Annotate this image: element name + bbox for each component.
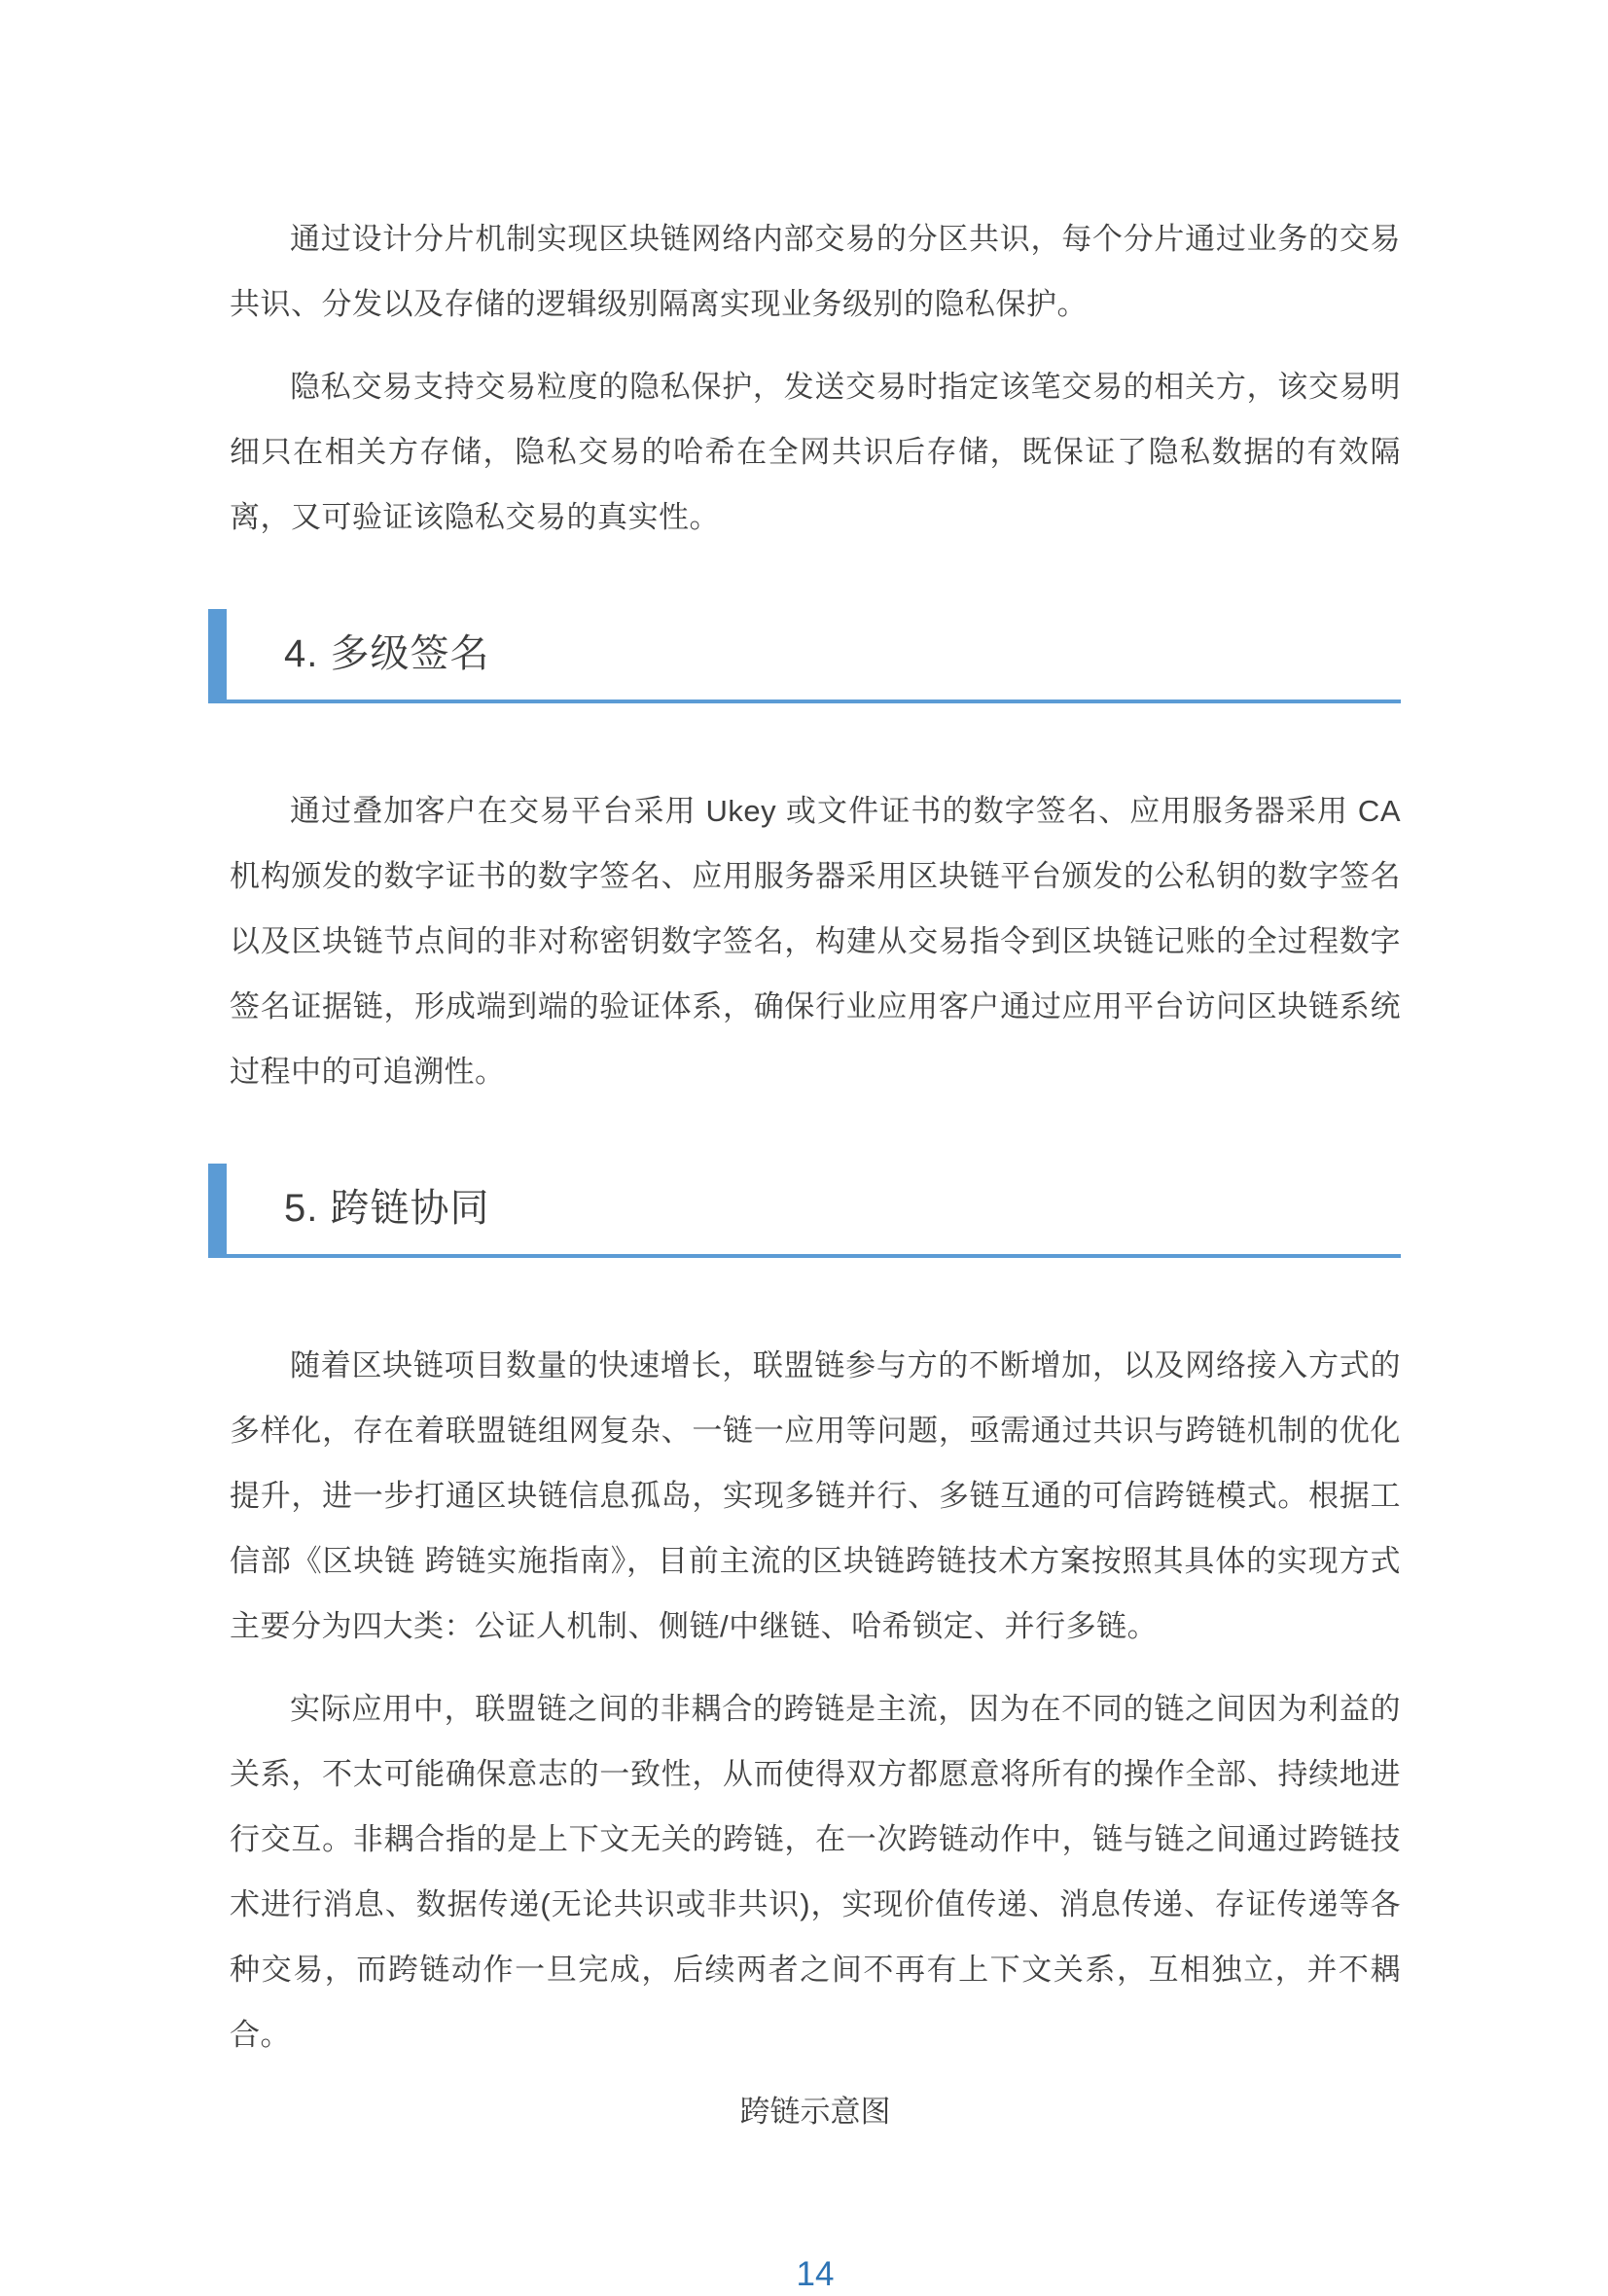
section-heading-4-label: 4. 多级签名 — [284, 632, 490, 675]
section-heading-4-multilevel-signature — [208, 609, 1401, 703]
page-number: 14 — [796, 2255, 835, 2293]
paragraph-sharding-consensus: 通过设计分片机制实现区块链网络内部交易的分区共识，每个分片通过业务的交易共识、分发以及存储的逻辑级别隔离实现业务级别的隐私保护。 — [230, 222, 1401, 321]
paragraph-crosschain-overview: 随着区块链项目数量的快速增长，联盟链参与方的不断增加，以及网络接入方式的多样化，存在着联盟链组网复杂、一链一应用等问题，亟需通过共识与跨链机制的优化提升，进一步打通区块链信息孤岛，实现多链并行、多链互通的可信跨链模式。根据工信部《区块链 跨链实施指南》，目前主流的区块链跨链技术方案按照其具体的实现方式主要分为四大类：公证人机制、侧链/中继链、哈希锁定、并行多链。 — [230, 1348, 1401, 1643]
paragraph-multilevel-signature: 通过叠加客户在交易平台采用 Ukey 或文件证书的数字签名、应用服务器采用 CA 机构颁发的数字证书的数字签名、应用服务器采用区块链平台颁发的公私钥的数字签名以及区块链节点间的非对称密钥数字签名，构建从交易指令到区块链记账的全过程数字签名证据链，形成端到端的验证体系，确保行业应用客户通过应用平台访问区块链系统过程中的可追溯性。 — [230, 794, 1401, 1089]
section-heading-5-label: 5. 跨链协同 — [284, 1187, 490, 1230]
paragraph-crosschain-decoupled: 实际应用中，联盟链之间的非耦合的跨链是主流，因为在不同的链之间因为利益的关系，不太可能确保意志的一致性，从而使得双方都愿意将所有的操作全部、持续地进行交互。非耦合指的是上下文无关的跨链，在一次跨链动作中，链与链之间通过跨链技术进行消息、数据传递(无论共识或非共识)，实现价值传递、消息传递、存证传递等各种交易，而跨链动作一旦完成，后续两者之间不再有上下文关系，互相独立，并不耦合。 — [230, 1692, 1401, 2052]
figure-caption: 跨链示意图 — [739, 2095, 891, 2129]
section-heading-5-crosschain — [208, 1164, 1401, 1258]
paragraph-private-transaction: 隐私交易支持交易粒度的隐私保护，发送交易时指定该笔交易的相关方，该交易明细只在相关方存储，隐私交易的哈希在全网共识后存储，既保证了隐私数据的有效隔离，又可验证该隐私交易的真实性。 — [230, 370, 1401, 534]
